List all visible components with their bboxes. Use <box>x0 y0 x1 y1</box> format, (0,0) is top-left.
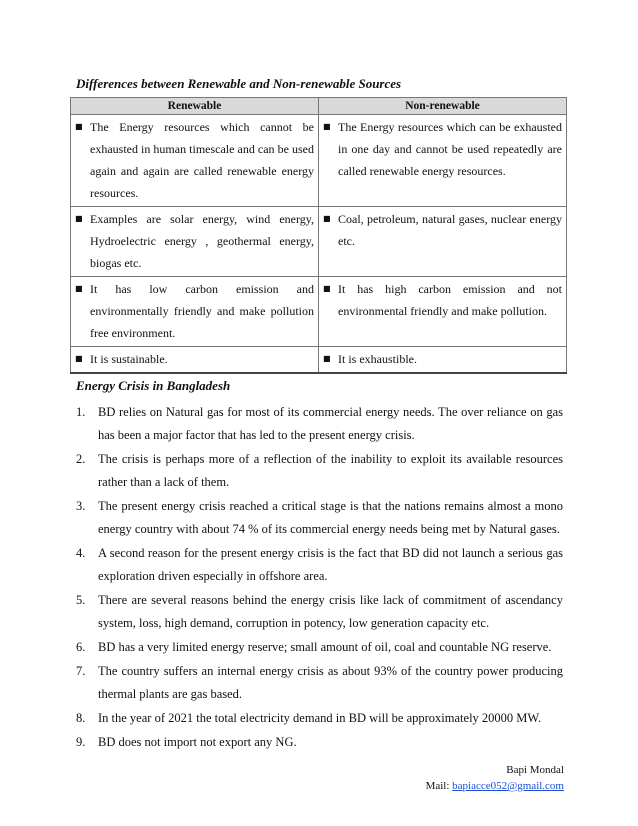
table-cell <box>319 207 567 277</box>
list-text: In the year of 2021 the total electricity demand in BD will be approximately 20000 MW. <box>98 711 542 725</box>
square-bullet-icon: ■ <box>323 214 331 223</box>
cell-text: The Energy resources which cannot be exhausted in human timescale and can be used again and again are called renewable energy resources. <box>90 120 314 200</box>
table-row <box>71 207 567 277</box>
list-item <box>76 660 563 706</box>
cell-text: It is sustainable. <box>90 352 168 366</box>
table-cell <box>319 277 567 347</box>
list-text: BD relies on Natural gas for most of its commercial energy needs. The over reliance on gas has been a major factor that has led to the present energy crisis. <box>98 405 563 442</box>
table-cell <box>71 207 319 277</box>
author-mail <box>426 780 564 792</box>
list-item <box>76 401 563 447</box>
list-number: 5. <box>76 593 86 607</box>
list-text: A second reason for the present energy crisis is the fact that BD did not launch a serious gas exploration driven especially in offshore area. <box>98 546 563 583</box>
cell-text: Examples are solar energy, wind energy, Hydroelectric energy , geothermal energy, biogas etc. <box>90 212 314 270</box>
list-number: 8. <box>76 711 86 725</box>
list-text: The present energy crisis reached a critical stage is that the nations remains almost a mono energy country with about 74 % of its commercial energy needs being met by Natural gases. <box>98 499 563 536</box>
cell-text: It is exhaustible. <box>338 352 417 366</box>
list-item <box>76 542 563 588</box>
list-item <box>76 636 563 659</box>
table-header-row <box>71 98 567 115</box>
list-number: 9. <box>76 735 86 749</box>
mail-label: Mail: <box>425 780 450 792</box>
list-item <box>76 731 563 754</box>
list-text: BD has a very limited energy reserve; small amount of oil, coal and countable NG reserve. <box>98 640 552 654</box>
table-row <box>71 115 567 207</box>
square-bullet-icon: ■ <box>323 354 331 363</box>
square-bullet-icon: ■ <box>323 284 331 293</box>
table-cell <box>319 347 567 374</box>
square-bullet-icon: ■ <box>75 284 83 293</box>
list-number: 6. <box>76 640 86 654</box>
cell-text: It has high carbon emission and not environmental friendly and make pollution. <box>338 282 562 318</box>
square-bullet-icon: ■ <box>75 354 83 363</box>
comparison-table <box>70 97 567 374</box>
cell-text: The Energy resources which can be exhausted in one day and cannot be used repeatedly are called renewable energy resources. <box>338 120 562 178</box>
section-title-differences: Differences between Renewable and Non-renewable Sources <box>76 76 402 91</box>
table-cell <box>71 115 319 207</box>
list-text: The country suffers an internal energy crisis as about 93% of the country power producing thermal plants are gas based. <box>98 664 563 701</box>
section-title-energy-crisis: Energy Crisis in Bangladesh <box>76 378 231 393</box>
list-number: 3. <box>76 499 86 513</box>
energy-crisis-list <box>76 401 563 755</box>
list-text: The crisis is perhaps more of a reflection of the inability to exploit its available resources rather than a lack of them. <box>98 452 563 489</box>
email-link[interactable]: bapiacce052@gmail.com <box>452 780 564 792</box>
list-number: 7. <box>76 664 86 678</box>
list-number: 1. <box>76 405 86 419</box>
list-text: There are several reasons behind the energy crisis like lack of commitment of ascendancy system, loss, high demand, corruption in potency, low generation capacity etc. <box>98 593 563 630</box>
author-name: Bapi Mondal <box>506 764 564 776</box>
column-header-renewable: Renewable <box>71 98 319 115</box>
table-cell <box>319 115 567 207</box>
list-item <box>76 589 563 635</box>
list-item <box>76 448 563 494</box>
square-bullet-icon: ■ <box>75 122 83 131</box>
square-bullet-icon: ■ <box>323 122 331 131</box>
list-number: 4. <box>76 546 86 560</box>
list-text: BD does not import not export any NG. <box>98 735 297 749</box>
square-bullet-icon: ■ <box>75 214 83 223</box>
table-row <box>71 347 567 374</box>
table-cell <box>71 347 319 374</box>
cell-text: Coal, petroleum, natural gases, nuclear energy etc. <box>338 212 562 248</box>
column-header-non-renewable: Non-renewable <box>319 98 567 115</box>
table-cell <box>71 277 319 347</box>
table-row <box>71 277 567 347</box>
list-item <box>76 707 563 730</box>
list-item <box>76 495 563 541</box>
list-number: 2. <box>76 452 86 466</box>
cell-text: It has low carbon emission and environmentally friendly and make pollution free environment. <box>90 282 314 340</box>
